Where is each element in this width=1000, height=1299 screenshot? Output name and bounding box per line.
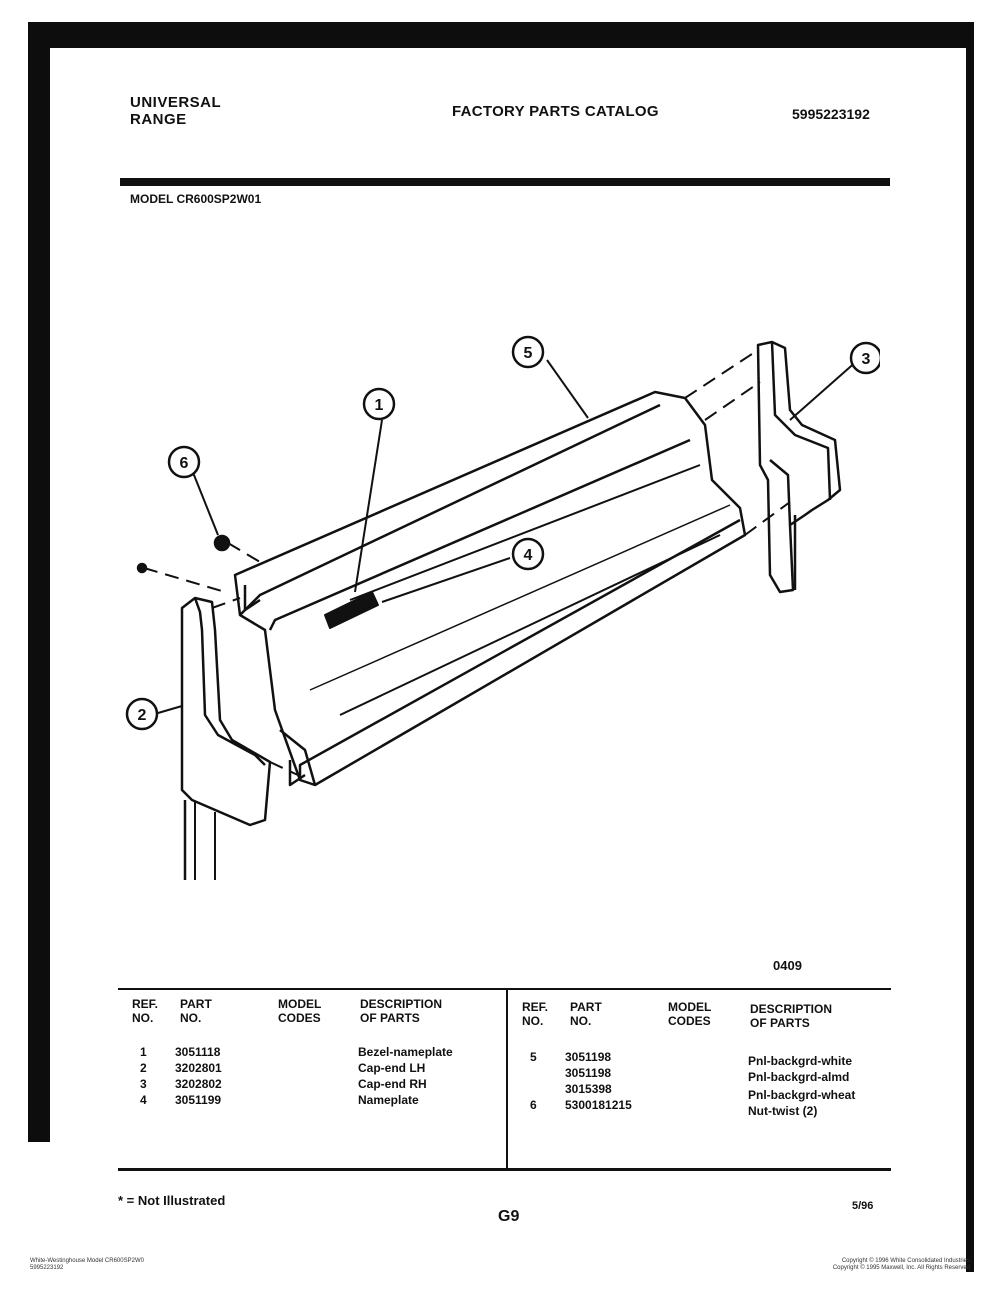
callout-6 <box>169 447 199 477</box>
table-row-part: 3015398 <box>565 1082 612 1096</box>
svg-text:5: 5 <box>523 345 533 362</box>
table-top-rule <box>118 988 891 990</box>
table-row-ref: 5 <box>530 1050 537 1064</box>
table-row-desc: Cap-end LH <box>358 1061 426 1075</box>
header-rule <box>120 178 890 186</box>
table-row-part: 3202802 <box>175 1077 222 1091</box>
model-label: MODEL CR600SP2W01 <box>130 192 262 206</box>
callout-1 <box>364 389 394 419</box>
svg-text:3: 3 <box>861 351 871 368</box>
svg-text:1: 1 <box>374 397 384 414</box>
header-part-no-left: PART NO. <box>180 997 212 1025</box>
callout-4 <box>513 539 543 569</box>
table-row-desc: Cap-end RH <box>358 1077 427 1091</box>
catalog-number: 5995223192 <box>792 106 870 122</box>
table-row-part: 3051198 <box>565 1050 612 1064</box>
end-cap-right <box>758 342 840 592</box>
table-row-desc: Bezel-nameplate <box>358 1045 453 1059</box>
table-row-part: 5300181215 <box>565 1098 632 1112</box>
not-illustrated-note: * = Not Illustrated <box>118 1193 226 1208</box>
callout-2 <box>127 699 157 729</box>
svg-text:2: 2 <box>137 707 147 724</box>
header-part-no-right: PART NO. <box>570 1000 602 1028</box>
header-model-codes-left: MODEL CODES <box>278 997 322 1025</box>
svg-text:4: 4 <box>523 547 533 564</box>
table-row-ref: 6 <box>530 1098 537 1112</box>
fine-print-right: Copyright © 1996 White Consolidated Industries Copyright © 1995 Maxwell, Inc. All Rights Reserved <box>832 1258 970 1271</box>
table-row-desc: Pnl-backgrd-almd <box>748 1070 850 1084</box>
header-model-codes-right: MODEL CODES <box>668 1000 712 1028</box>
page-frame-top <box>28 22 974 48</box>
table-center-divider <box>506 990 508 1168</box>
figure-code: 0409 <box>773 958 802 973</box>
page-frame-right <box>966 22 974 1272</box>
table-row-ref: 2 <box>140 1061 147 1075</box>
header-description-left: DESCRIPTION OF PARTS <box>360 997 443 1025</box>
callout-3 <box>851 343 880 373</box>
page-frame-left <box>28 22 50 1142</box>
fine-print-left: White-Westinghouse Model CR600SP2W0 5995223192 <box>30 1258 144 1271</box>
twist-nut <box>215 536 229 550</box>
table-row-ref: 3 <box>140 1077 147 1091</box>
header-ref-no-left: REF. NO. <box>132 997 159 1025</box>
revision-date: 5/96 <box>852 1200 874 1212</box>
table-row-desc: Nameplate <box>358 1093 419 1107</box>
brand-line-2: RANGE <box>130 111 187 128</box>
backguard-panel <box>235 392 745 785</box>
table-row-desc: Nut-twist (2) <box>748 1104 818 1118</box>
table-row-part: 3202801 <box>175 1061 222 1075</box>
nameplate <box>325 592 378 628</box>
table-row-ref: 4 <box>140 1093 147 1107</box>
brand-name <box>130 94 221 128</box>
table-row-desc: Pnl-backgrd-wheat <box>748 1088 856 1102</box>
header-description-right: DESCRIPTION OF PARTS <box>750 1002 833 1030</box>
svg-text:6: 6 <box>179 455 189 472</box>
table-row-part: 3051198 <box>565 1066 612 1080</box>
header-ref-no-right: REF. NO. <box>522 1000 549 1028</box>
table-row-part: 3051199 <box>175 1093 222 1107</box>
callout-5 <box>513 337 543 367</box>
brand-line-1: UNIVERSAL <box>130 94 222 111</box>
table-row-ref: 1 <box>140 1045 147 1059</box>
end-cap-left <box>182 598 270 880</box>
catalog-title: FACTORY PARTS CATALOG <box>452 103 659 120</box>
table-bottom-rule <box>118 1168 891 1171</box>
table-row-desc: Pnl-backgrd-white <box>748 1054 853 1068</box>
table-row-part: 3051118 <box>175 1045 221 1059</box>
page-number: G9 <box>498 1208 520 1225</box>
exploded-parts-diagram <box>100 330 880 900</box>
